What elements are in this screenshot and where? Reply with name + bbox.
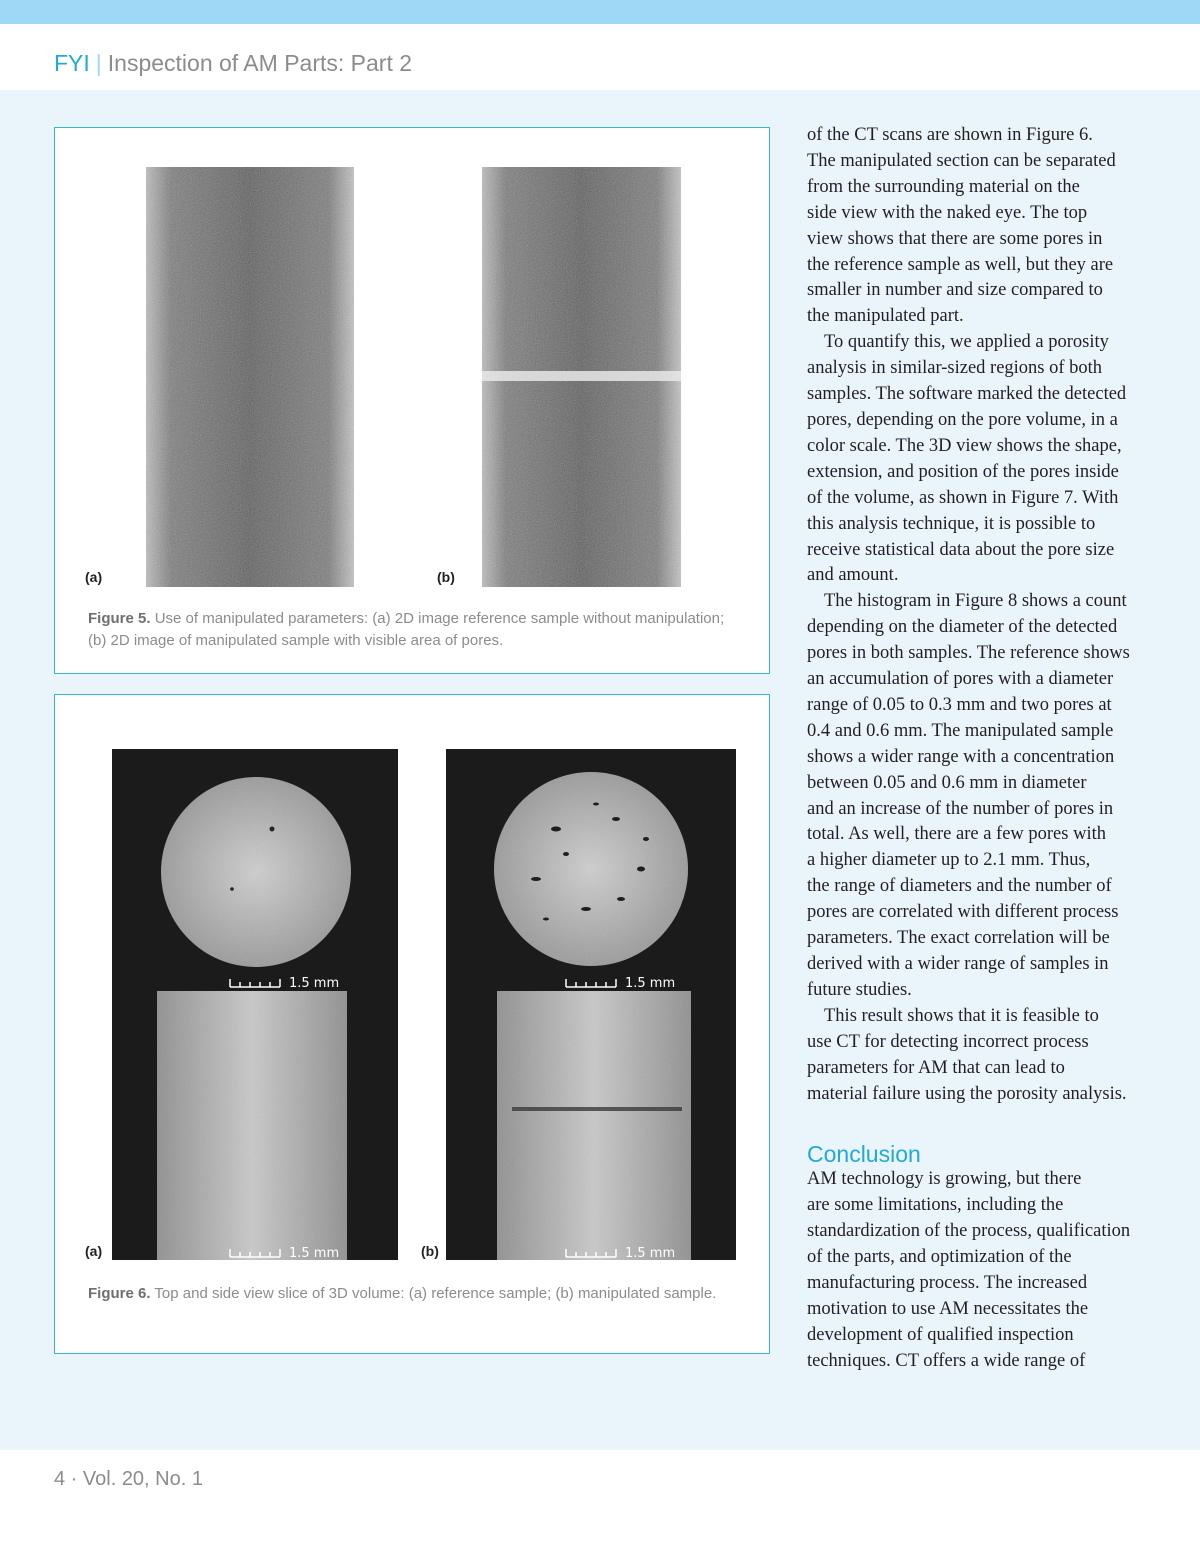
figure-6b-image [446, 749, 736, 1260]
figure-5-caption-text: Use of manipulated parameters: (a) 2D image reference sample without manipulation; (b) 2D image of manipulated sample with visible area of pores. [88, 610, 725, 649]
scale-label: 1.5 mm [289, 1246, 340, 1260]
scale-label: 1.5 mm [625, 1246, 676, 1260]
running-title: Inspection of AM Parts: Part 2 [107, 50, 413, 76]
running-head [54, 50, 412, 77]
section-tag: FYI [54, 50, 90, 76]
figure-5 [54, 127, 770, 674]
folio: 4 · Vol. 20, No. 1 [54, 1468, 203, 1490]
pore-line [512, 1107, 682, 1111]
conclusion-heading: Conclusion [807, 1141, 921, 1168]
paragraph-3: The histogram in Figure 8 shows a count depending on the diameter of the detected pores in both samples. The reference shows an accumulation of pores with a diameter range of 0.05 to 0.3 mm and two pores at 0.4 and 0.6 mm. The manipulated sample shows a wider range with a concentration between 0.05 and 0.6 mm in diameter and an increase of the number of pores in total. As well, there are a few pores with a higher diameter up to 2.1 mm. Thus, the range of diameters and the number of pores are correlated with different process parameters. The exact correlation will be derived with a wider range of samples in future studies. [807, 591, 1130, 1000]
figure-6b-label: (b) [421, 1243, 439, 1259]
paragraph-5: AM technology is growing, but there are some limitations, including the standardization of the process, qualification of the parts, and optimization of the manufacturing process. The increased motivation to use AM necessitates the development of qualified inspection techniques. CT offers a wide range of [807, 1169, 1131, 1371]
paragraph-4: This result shows that it is feasible to use CT for detecting incorrect process parameters for AM that can lead to material failure using the porosity analysis. [807, 1005, 1127, 1104]
figure-5b-image [482, 167, 681, 587]
figure-6-caption [88, 1283, 728, 1305]
figure-6-caption-text: Top and side view slice of 3D volume: (a) reference sample; (b) manipulated sample. [154, 1285, 717, 1302]
figure-6 [54, 694, 770, 1354]
figure-5-caption-lead: Figure 5. [88, 610, 151, 627]
figure-6a-label: (a) [85, 1243, 103, 1259]
scale-label: 1.5 mm [289, 976, 340, 991]
figure-5a-image [146, 167, 354, 587]
figure-5b-label: (b) [437, 569, 455, 585]
figure-6-caption-lead: Figure 6. [88, 1285, 151, 1302]
page-header [0, 24, 1200, 90]
paragraph-1: of the CT scans are shown in Figure 6. The manipulated section can be separated from the surrounding material on the side view with the naked eye. The top view shows that there are some pores in the reference sample as well, but they are smaller in number and size compared to the manipulated part. [807, 125, 1116, 327]
figure-6a-image [112, 749, 398, 1260]
page-footer [0, 1450, 1200, 1558]
top-color-bar [0, 0, 1200, 24]
figure-5-caption [88, 608, 728, 652]
article-column [807, 123, 1152, 1375]
figure-5a-label: (a) [85, 569, 103, 585]
scale-label: 1.5 mm [625, 976, 676, 991]
paragraph-2: To quantify this, we applied a porosity analysis in similar-sized regions of both samples. The software marked the detected pores, depending on the pore volume, in a color scale. The 3D view shows the shape, extension, and position of the pores inside of the volume, as shown in Figure 7. With this analysis technique, it is possible to receive statistical data about the pore size and amount. [807, 332, 1127, 586]
header-separator: | [95, 50, 102, 76]
pore-band [482, 371, 681, 381]
